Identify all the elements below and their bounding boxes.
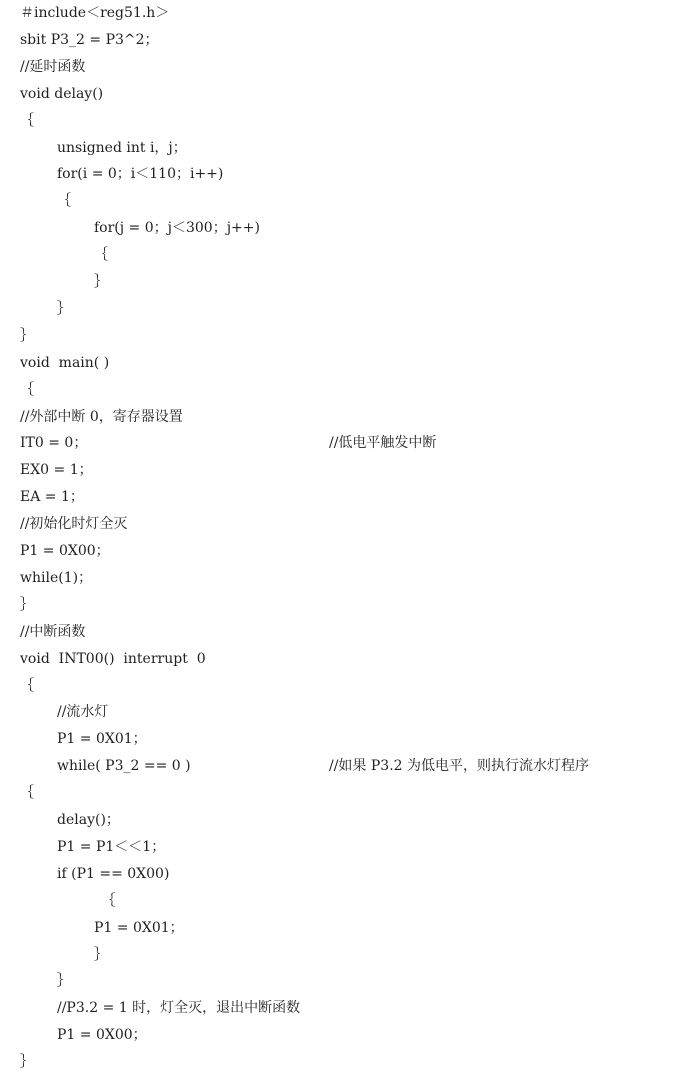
code-line <box>0 995 685 1022</box>
code-text: ｛ <box>101 892 116 909</box>
code-line <box>0 296 685 323</box>
code-text: ｛ <box>20 677 34 694</box>
code-text: ｝ <box>20 596 34 613</box>
code-text: P1 = P1＜＜1； <box>57 838 166 855</box>
code-line <box>0 511 685 538</box>
code-text: P1 = 0X01； <box>94 919 184 936</box>
code-line <box>0 619 685 646</box>
code-text: for(i = 0；i＜110；i++) <box>57 166 224 183</box>
code-line <box>0 807 685 834</box>
code-line <box>0 377 685 404</box>
code-line <box>0 161 685 188</box>
code-text: void main( ) <box>20 354 110 371</box>
code-text: sbit P3_2 = P3^2； <box>20 31 159 48</box>
code-line <box>0 1022 685 1049</box>
code-text: void INT00() interrupt 0 <box>20 650 206 667</box>
code-line <box>0 242 685 269</box>
code-text: P1 = 0X00； <box>57 1027 147 1044</box>
code-line <box>0 834 685 861</box>
code-line <box>0 81 685 108</box>
code-line <box>0 968 685 995</box>
code-text: //延时函数 <box>20 58 86 75</box>
code-comment: //低电平触发中断 <box>329 435 437 452</box>
code-text: ＃include＜reg51.h＞ <box>20 5 170 21</box>
code-line <box>0 27 685 54</box>
code-line <box>0 673 685 700</box>
code-line <box>0 430 685 457</box>
code-text: unsigned int i，j； <box>57 139 187 156</box>
code-text: ｛ <box>20 785 34 802</box>
code-text: P1 = 0X01； <box>57 731 147 748</box>
code-line <box>0 135 685 162</box>
code-line <box>0 646 685 673</box>
code-text: ｛ <box>20 112 34 129</box>
code-line <box>0 404 685 431</box>
code-text: //P3.2 = 1 时，灯全灭，退出中断函数 <box>57 1000 301 1017</box>
code-text: //外部中断 0，寄存器设置 <box>20 408 183 425</box>
code-text: ｝ <box>57 973 71 990</box>
code-text: ｛ <box>57 193 71 210</box>
code-text: ｝ <box>94 274 108 290</box>
code-text: ｝ <box>94 946 108 963</box>
code-line <box>0 861 685 888</box>
code-text: ｝ <box>20 1054 34 1071</box>
code-line <box>0 888 685 915</box>
code-text: EA = 1； <box>20 489 84 506</box>
code-text: //中断函数 <box>20 623 86 640</box>
code-line <box>0 699 685 726</box>
code-text: ｛ <box>94 247 108 264</box>
code-line <box>0 350 685 377</box>
code-line <box>0 780 685 807</box>
code-line <box>0 269 685 296</box>
code-line <box>0 1049 685 1076</box>
code-line <box>0 484 685 511</box>
code-line <box>0 457 685 484</box>
code-line <box>0 538 685 565</box>
code-line <box>0 753 685 780</box>
code-text: delay()； <box>57 812 120 828</box>
code-line <box>0 323 685 350</box>
code-comment: //如果 P3.2 为低电平，则执行流水灯程序 <box>329 758 590 775</box>
code-text: while(1)； <box>20 569 93 586</box>
code-line <box>0 108 685 135</box>
code-text: //流水灯 <box>57 704 109 721</box>
code-line <box>0 726 685 753</box>
code-text: IT0 = 0； <box>20 435 88 452</box>
code-line <box>0 915 685 942</box>
code-text: if (P1 == 0X00) <box>57 865 170 882</box>
code-line <box>0 0 685 27</box>
code-text: //初始化时灯全灭 <box>20 516 128 533</box>
code-line <box>0 942 685 969</box>
code-text: ｝ <box>20 327 34 344</box>
code-text: P1 = 0X00； <box>20 543 110 559</box>
code-line <box>0 54 685 81</box>
code-line <box>0 188 685 215</box>
code-text: void delay() <box>20 85 104 102</box>
code-text: ｝ <box>57 300 71 317</box>
code-text: while( P3_2 == 0 ) <box>57 758 191 775</box>
code-text: EX0 = 1； <box>20 462 93 479</box>
code-text: for(j = 0；j＜300；j++) <box>94 220 260 237</box>
code-text: ｛ <box>20 381 34 398</box>
code-line <box>0 592 685 619</box>
code-line <box>0 215 685 242</box>
code-line <box>0 565 685 592</box>
